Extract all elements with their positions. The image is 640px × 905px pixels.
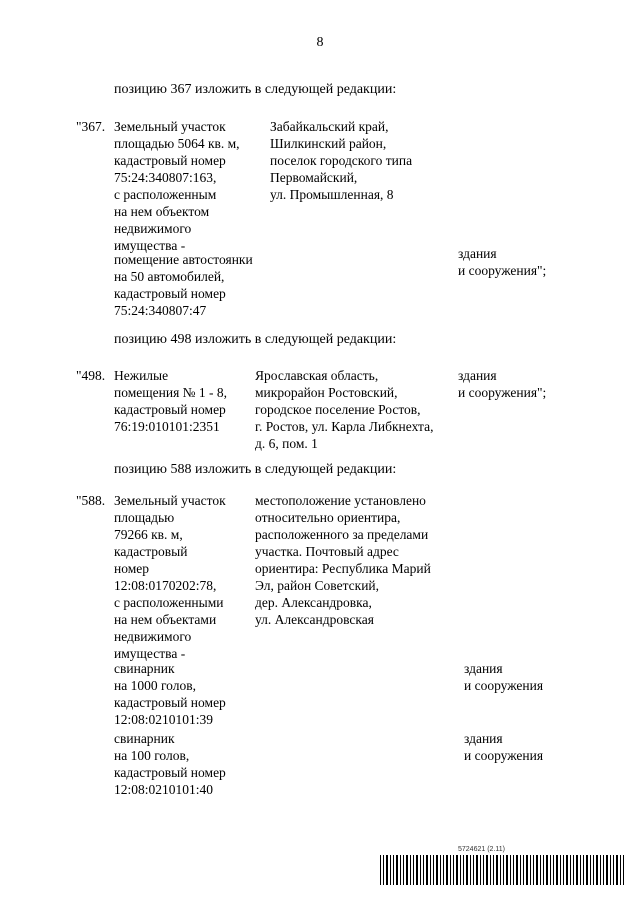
entry-498-number: "498.: [76, 368, 106, 383]
intro-588: позицию 588 изложить в следующей редакции:: [114, 462, 397, 477]
entry-588-sub1: свинарник на 1000 голов, кадастровый номер 12:08:0210101:39: [114, 661, 226, 727]
intro-367: позицию 367 изложить в следующей редакции:: [114, 82, 397, 97]
entry-498-address: Ярославская область, микрорайон Ростовский, городское поселение Ростов, г. Ростов, ул. Карла Либкнехта, д. 6, пом. 1: [255, 368, 434, 451]
entry-498-category: здания и сооружения";: [458, 368, 547, 400]
entry-588-sub1-category: здания и сооружения: [464, 661, 544, 693]
entry-367-sub-description: помещение автостоянки на 50 автомобилей, кадастровый номер 75:24:340807:47: [114, 252, 253, 318]
entry-588-address: местоположение установлено относительно ориентира, расположенного за пределами участка. Почтовый адрес ориентира: Республика Марий Эл, район Советский, дер. Александровка, ул. Александровская: [255, 493, 431, 627]
entry-367-description: Земельный участок площадью 5064 кв. м, кадастровый номер 75:24:340807:163, с расположенным на нем объектом недвижимого имущества -: [114, 119, 240, 253]
entry-498-description: Нежилые помещения № 1 - 8, кадастровый номер 76:19:010101:2351: [114, 368, 228, 434]
intro-498: позицию 498 изложить в следующей редакции:: [114, 332, 397, 347]
barcode-code: 5724621 (2.11): [458, 846, 505, 853]
page-number: 8: [316, 35, 324, 50]
entry-367-category: здания и сооружения";: [458, 246, 547, 278]
entry-367-address: Забайкальский край, Шилкинский район, поселок городского типа Первомайский, ул. Промышленная, 8: [270, 119, 413, 202]
entry-588-description: Земельный участок площадью 79266 кв. м, кадастровый номер 12:08:0170202:78, с расположенными на нем объектами недвижимого имущества -: [114, 493, 226, 661]
barcode-icon: [378, 855, 628, 885]
barcode-block: [378, 846, 628, 885]
entry-588-sub2-category: здания и сооружения: [464, 731, 544, 763]
entry-588-sub2: свинарник на 100 голов, кадастровый номер 12:08:0210101:40: [114, 731, 226, 797]
entry-588-number: "588.: [76, 493, 106, 508]
entry-367-number: "367.: [76, 119, 106, 134]
